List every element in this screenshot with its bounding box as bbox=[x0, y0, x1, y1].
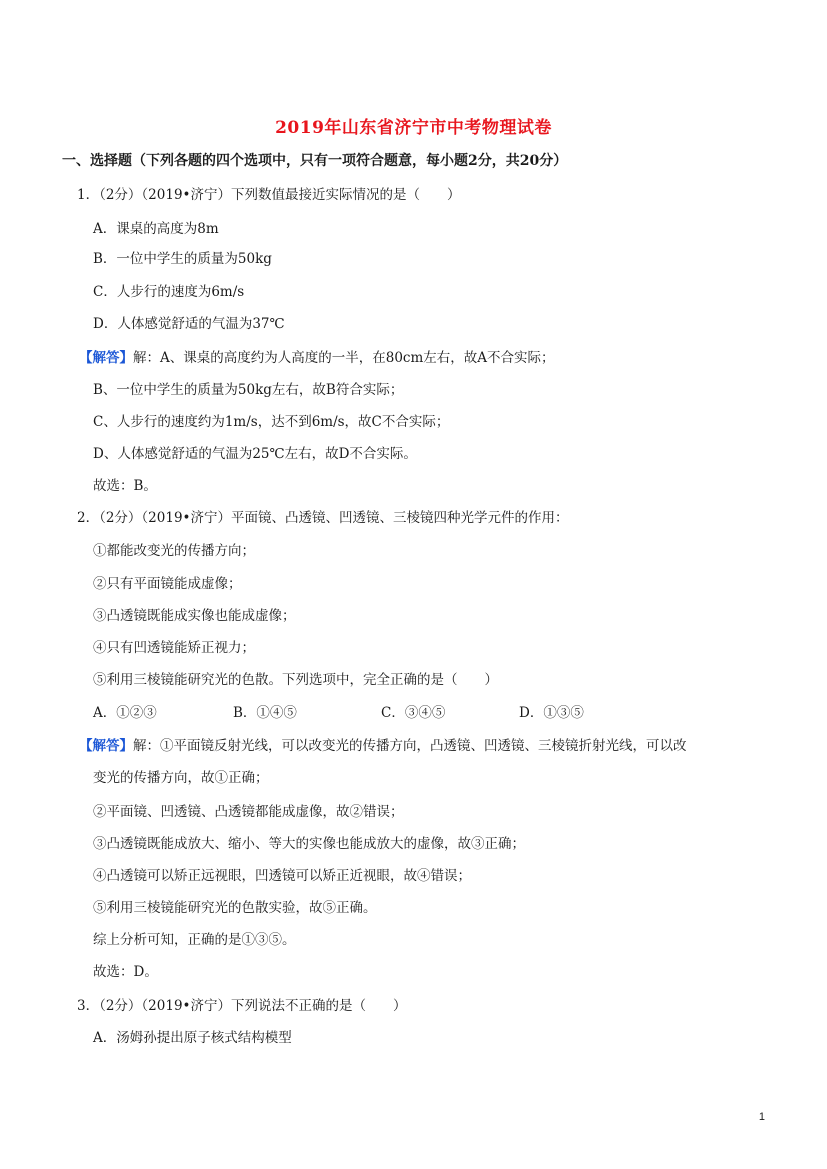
question-1-option-c: C．人步行的速度为6m/s bbox=[93, 284, 245, 300]
question-3-option-a: A．汤姆孙提出原子核式结构模型 bbox=[93, 1030, 292, 1046]
answer-line: 变光的传播方向，故①正确； bbox=[93, 770, 269, 786]
answer-conclusion: 故选：B。 bbox=[93, 478, 157, 494]
question-1-option-a: A．课桌的高度为8m bbox=[93, 221, 219, 237]
answer-line: 综上分析可知，正确的是①③⑤。 bbox=[93, 932, 296, 948]
answer-line: ②平面镜、凹透镜、凸透镜都能成虚像，故②错误； bbox=[93, 804, 404, 820]
answer-tag: 【解答】 bbox=[79, 738, 133, 754]
question-2-choice-b: B．①④⑤ bbox=[233, 705, 297, 721]
page-number: 1 bbox=[758, 1111, 765, 1123]
question-2-choice-c: C．③④⑤ bbox=[381, 705, 446, 721]
question-2-statement: ③凸透镜既能成实像也能成虚像； bbox=[93, 608, 296, 624]
answer-line: B、一位中学生的质量为50kg左右，故B符合实际； bbox=[93, 382, 404, 398]
question-2-statement: ②只有平面镜能成虚像； bbox=[93, 576, 242, 592]
question-2-statement: ⑤利用三棱镜能研究光的色散。下列选项中，完全正确的是（ ） bbox=[93, 672, 498, 688]
question-2-choice-a: A．①②③ bbox=[93, 705, 157, 721]
question-2-statement: ①都能改变光的传播方向； bbox=[93, 543, 255, 559]
answer-line: ③凸透镜既能成放大、缩小、等大的实像也能成放大的虚像，故③正确； bbox=[93, 836, 525, 852]
question-2-stem: 2．（2分）（2019•济宁）平面镜、凸透镜、凹透镜、三棱镜四种光学元件的作用： bbox=[77, 510, 569, 526]
answer-line: 解：①平面镜反射光线，可以改变光的传播方向，凸透镜、凹透镜、三棱镜折射光线，可以改 bbox=[133, 738, 687, 754]
section-heading: 一、选择题（下列各题的四个选项中，只有一项符合题意，每小题2分，共20分） bbox=[62, 153, 568, 169]
question-1-answer bbox=[79, 349, 555, 367]
question-1-option-b: B．一位中学生的质量为50kg bbox=[93, 251, 272, 267]
answer-conclusion: 故选：D。 bbox=[93, 964, 158, 980]
question-1-option-d: D．人体感觉舒适的气温为37℃ bbox=[93, 316, 285, 332]
answer-line: ④凸透镜可以矫正远视眼，凹透镜可以矫正近视眼，故④错误； bbox=[93, 868, 471, 884]
question-2-answer bbox=[79, 737, 687, 755]
question-1-stem: 1．（2分）（2019•济宁）下列数值最接近实际情况的是（ ） bbox=[77, 187, 461, 203]
question-3-stem: 3．（2分）（2019•济宁）下列说法不正确的是（ ） bbox=[77, 998, 407, 1014]
answer-tag: 【解答】 bbox=[79, 350, 133, 366]
page-title: 2019年山东省济宁市中考物理试卷 bbox=[275, 118, 552, 138]
question-2-choice-d: D．①③⑤ bbox=[519, 705, 584, 721]
answer-line: ⑤利用三棱镜能研究光的色散实验，故⑤正确。 bbox=[93, 900, 377, 916]
question-2-statement: ④只有凹透镜能矫正视力； bbox=[93, 640, 255, 656]
question-2-choices bbox=[93, 704, 653, 722]
answer-line: 解：A、课桌的高度约为人高度的一半，在80cm左右，故A不合实际； bbox=[133, 350, 555, 366]
answer-line: C、人步行的速度约为1m/s，达不到6m/s，故C不合实际； bbox=[93, 414, 450, 430]
answer-line: D、人体感觉舒适的气温为25℃左右，故D不合实际。 bbox=[93, 446, 417, 462]
